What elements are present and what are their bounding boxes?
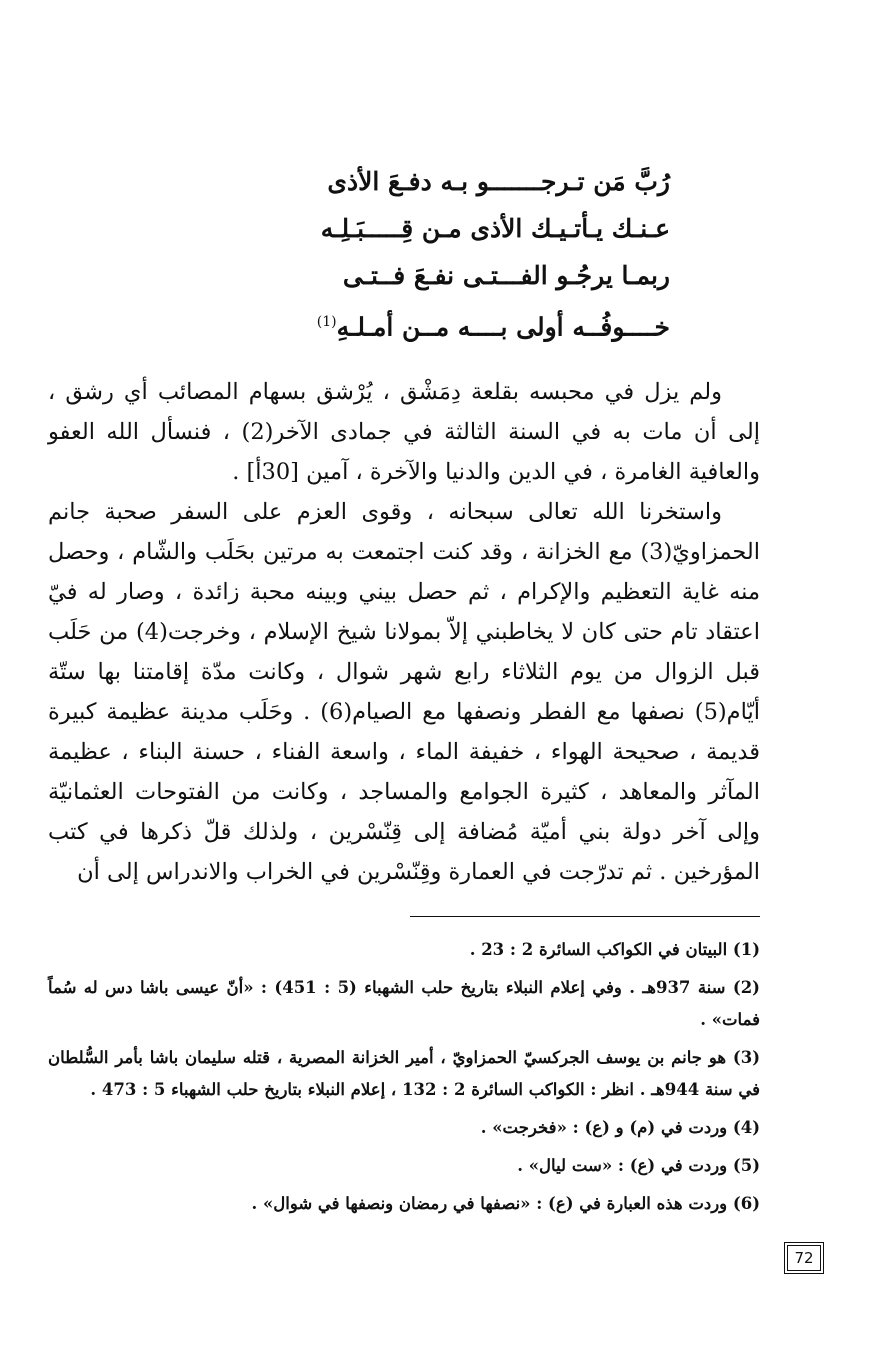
poem-line-1: رُبَّ مَن تـرجـــــــو بـه دفـعَ الأذى [327, 167, 670, 196]
poem-line-3: ربمـا يرجُـو الفـــتـى نفـعَ فــتـى [342, 261, 670, 290]
poem-block [130, 158, 670, 350]
footnote-1: (1) البيتان في الكواكب السائرة 2 : 23 . [469, 940, 760, 959]
footnote-2: (2) سنة 937هـ . وفي إعلام النبلاء بتاريخ حلب الشهباء (5 : 451) : «أنّ عيسى باشا دس له سُماً فمات» . [48, 978, 760, 1029]
footnotes [48, 934, 760, 1226]
paragraph-1: ولم يزل في محبسه بقلعة دِمَشْق ، يُرْشق بسهام المصائب أي رشق ، إلى أن مات به في السنة الثالثة في جمادى الآخر(2) ، فنسأل الله العفو والعافية الغامرة ، في الدين والدنيا والآخرة ، آمين [30أ] . [48, 379, 761, 485]
poem-footnote-mark: (1) [316, 314, 337, 330]
poem-line-4-text: خــــوفُــه أولى بــــه مــن أمـلـهِ [336, 312, 670, 342]
footnote-6: (6) وردت هذه العبارة في (ع) : «نصفها في رمضان ونصفها في شوال» . [251, 1194, 760, 1213]
paragraph-2: واستخرنا الله تعالى سبحانه ، وقوى العزم على السفر صحبة جانم الحمزاويّ(3) مع الخزانة ، وقد كنت اجتمعت به مرتين بحَلَب والشّام ، وحصل منه غاية التعظيم والإكرام ، ثم حصل بيني وبينه محبة زائدة ، وصار له فيّ اعتقاد تام حتى كان لا يخاطبني إلاّ بمولانا شيخ الإسلام ، وخرجت(4) من حَلَب قبل الزوال من يوم الثلاثاء رابع شهر شوال ، وكانت مدّة إقامتنا بها ستّة أيّام(5) نصفها مع الفطر ونصفها مع الصيام(6) . وحَلَب مدينة عظيمة كبيرة قديمة ، صحيحة الهواء ، خفيفة الماء ، واسعة الفناء ، حسنة البناء ، عظيمة المآثر والمعاهد ، كثيرة الجوامع والمساجد ، وكانت من الفتوحات العثمانيّة وإلى آخر دولة بني أميّة مُضافة إلى قِنّسْرين ، ولذلك قلّ ذكرها في كتب المؤرخين . ثم تدرّجت في العمارة وقِنّسْرين في الخراب والاندراس إلى أن [48, 499, 760, 885]
footnote-5: (5) وردت في (ع) : «ست ليال» . [517, 1156, 760, 1175]
footnote-separator [410, 916, 760, 917]
poem-line-2: عـنـك يـأتـيـك الأذى مـن قِـــــبَـلِـه [320, 214, 670, 243]
page-number: 72 [787, 1245, 821, 1271]
body-text [48, 372, 760, 892]
poem-line-4 [130, 299, 670, 350]
footnote-3: (3) هو جانم بن يوسف الجركسيّ الحمزاويّ ، أمير الخزانة المصرية ، قتله سليمان باشا بأمر السُّلطان في سنة 944هـ . انظر : الكواكب السائرة 2 : 132 ، إعلام النبلاء بتاريخ حلب الشهباء 5 : 473 . [48, 1048, 760, 1099]
footnote-4: (4) وردت في (م) و (ع) : «فخرجت» . [480, 1118, 760, 1137]
